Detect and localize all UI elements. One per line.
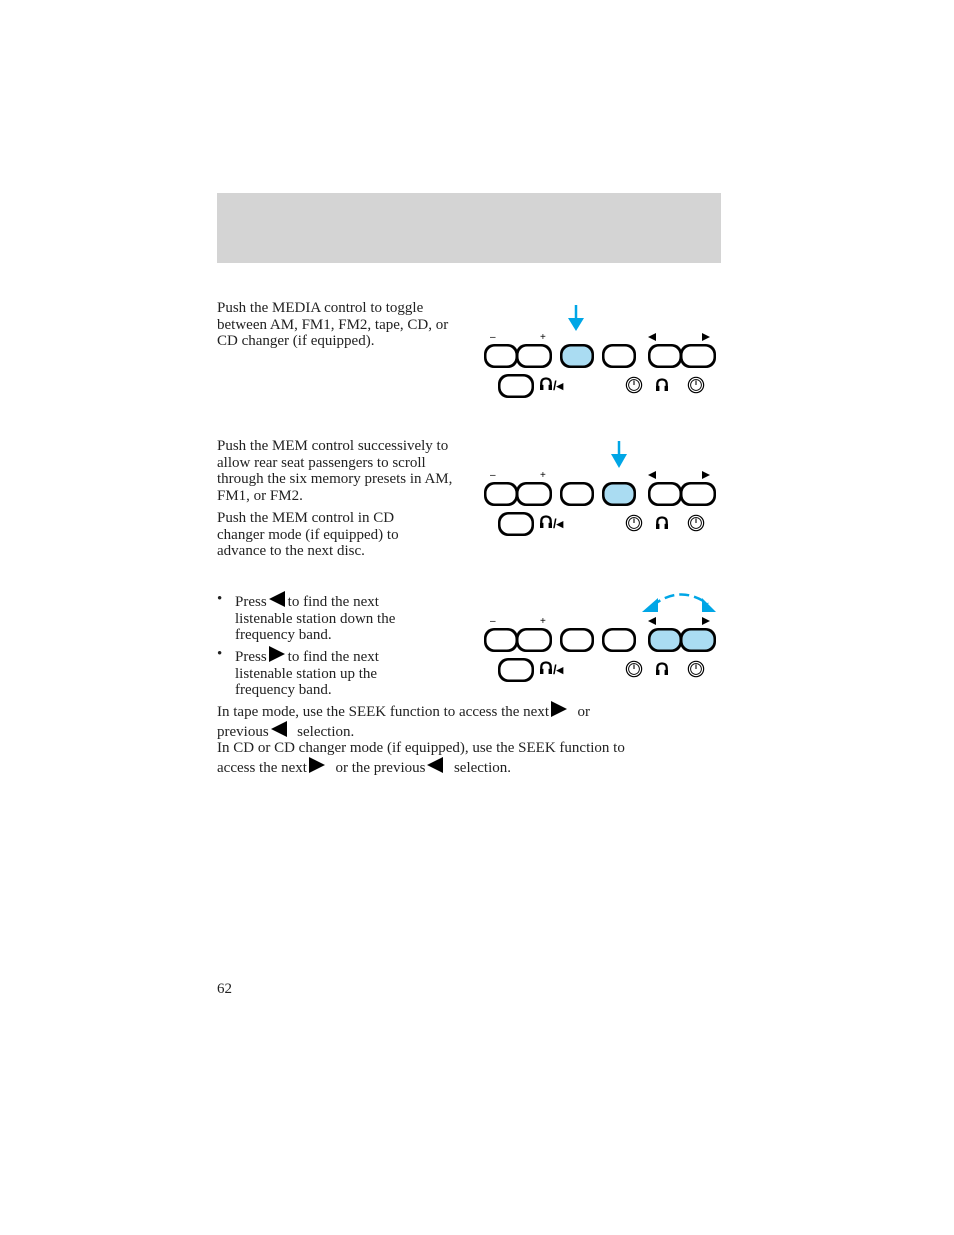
previous-icon	[427, 757, 443, 773]
seek-left-label	[648, 333, 656, 341]
section-header-band	[217, 193, 721, 263]
minus-label: –	[490, 616, 496, 627]
plus-label: +	[540, 332, 546, 343]
svg-text:/◂: /◂	[553, 662, 564, 677]
next-icon	[309, 757, 325, 773]
seek-control-panel-diagram	[480, 584, 720, 684]
mem-highlight-arrow	[611, 441, 627, 468]
seek-down-bullet: • Press to find the next listenable station down the frequency band.	[217, 591, 396, 643]
seek-up-icon	[269, 646, 285, 662]
media-instructions: Push the MEDIA control to toggle between AM, FM1, FM2, tape, CD, or CD changer (if equipped).	[217, 300, 449, 349]
svg-text:/◂: /◂	[553, 378, 564, 393]
media-highlight-arrow	[568, 305, 584, 331]
next-icon	[551, 701, 567, 717]
minus-label: –	[490, 470, 496, 481]
plus-label: +	[540, 616, 546, 627]
mem-instructions-2: Push the MEM control in CD changer mode (if equipped) to advance to the next disc.	[217, 510, 399, 559]
mem-control-panel-diagram	[480, 438, 720, 538]
svg-text:/◂: /◂	[553, 516, 564, 531]
cd-mode-paragraph: In CD or CD changer mode (if equipped), use the SEEK function to access the next or the previous selection.	[217, 740, 625, 776]
seek-right-label	[702, 333, 710, 341]
minus-label: –	[490, 332, 496, 343]
seek-down-icon	[269, 591, 285, 607]
media-control-panel-diagram	[480, 300, 720, 400]
mem-instructions-1: Push the MEM control successively to allow rear seat passengers to scroll through the six memory presets in AM, FM1, or FM2.	[217, 438, 453, 504]
page-number: 62	[217, 981, 232, 997]
tape-mode-paragraph: In tape mode, use the SEEK function to access the next or previous selection.	[217, 701, 697, 740]
seek-up-bullet: • Press to find the next listenable station up the frequency band.	[217, 646, 379, 698]
previous-icon	[271, 721, 287, 737]
seek-double-arrow	[642, 594, 716, 612]
plus-label: +	[540, 470, 546, 481]
